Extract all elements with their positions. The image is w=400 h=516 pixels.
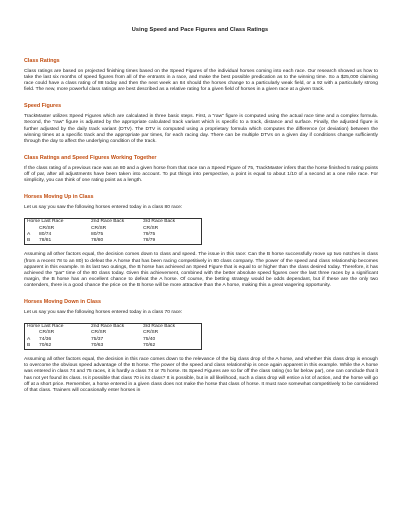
section-heading-class-ratings: Class Ratings [24,58,60,64]
section-body-speed-figures: TrackMaster utilizes Speed Figures which are calculated in three basic steps. First, a "raw" figure is computed using the actual race time and a complex formula. Second, the "raw" figure is adjusted by the appropriate calculated track variant which is specific to a track, distance and surface. Finally, the adjusted figure is further adjusted by the daily track variant (DTV). The DTV is computed using a proprietary formula which computes the difference (or deviation) between the winning times at a specific track and the appropriate par times, for each racing day. There can be multiple DTVs on a given day if conditions change sufficiently through the day to affect the underlying condition of the track. [24,114,378,144]
table-cell: CR/SR [91,225,107,231]
table-header-cell: 2nd Race Back [91,324,125,330]
table-moving-up [24,218,202,245]
table-cell: 75/37 [91,336,104,342]
section-body-working-together: If the class rating of a previous race was an 80 and a given horse from that race ran a Speed Figure of 75, TrackMaster infers that the horse finished 5 rating points off of par, after all adjustments have been taken into account. To put things into perspective, a point is equal to about 1/10 of a second at a one mile race. For simplicity, you can think of one rating point as a length. [24,165,378,184]
table-cell: 78/79 [143,238,156,244]
table-cell: CR/SR [143,330,159,336]
table-cell: A [27,231,31,237]
section-heading-moving-down: Horses Moving Down in Class [24,298,101,305]
table-cell: CR/SR [39,225,55,231]
document-content [24,58,378,394]
table-header-row [25,219,202,226]
table-cell: 70/63 [91,342,104,348]
table-header-cell: Horse Last Race [27,219,64,225]
table-header-cell: 3rd Race Back [143,324,176,330]
table-cell: B [27,342,31,348]
table-cell: 70/62 [39,342,52,348]
table-cell: CR/SR [91,330,107,336]
table-cell: 80/74 [39,231,52,237]
section-body-moving-down: Assuming all other factors equal, the decision in this race comes down to the relevance of the big class drop of the A horse, and whether this class drop is enough to overcome the obvious speed advantage of the B horse. The power of the speed and class relationship is once again apparent in this example. While the A horse was entered in class 74 and 75 races, it is hardly a class 74 or 75 horse. Its Speed Figures are so far off the class rating (so far below par), one can conclude that it has not yet found its class. Is it possible that class 70 is its class? It is possible, but in all likelihood, such a class drop will entice a lot of action, and the horse will go off at a short price. Remember, a horse entered in a given class does not make the horse that class of horse. It must race somewhat competitively to be considered of that class. Trainers will occasionally enter horses in [24,357,378,393]
table-row [25,238,202,245]
table-header-cell: 3rd Race Back [143,219,176,225]
table-cell: CR/SR [143,225,159,231]
table-moving-down [24,323,202,350]
table-cell: 78/81 [39,238,52,244]
table-cell: A [27,336,31,342]
table-cell: B [27,238,31,244]
section-body-moving-up: Assuming all other factors equal, the decision comes down to class and speed. The issue in this race: Can the B horse successfully move up two notches in class (from a recent 78 to an 80) to defeat the A horse that has been racing competitively in 80 class company. The power of the speed and class relationship becomes apparent in this example. In its last two outings, the B horse has achieved an Speed Figure that is equal to or higher than the class desired today. Therefore, it has achieved the "par" time of the 80 class today. Given this achievement, combined with the better absolute speed figures over the last three races by a significant margin, the B horse has an excellent chance to defeat the A horse. Of course, the betting strategy would be odds dependant, but if these are the only two contenders, there is a good chance the price on the B horse will be more attractive than the A horse, making this a great wagering opportunity. [24,252,378,288]
table-cell: 70/62 [143,342,156,348]
table-header-cell: Horse Last Race [27,324,64,330]
section-body-class-ratings: Class ratings are based on projected finishing times based on the Speed Figures of the individual horses coming into each race. Our research showed us how to take the last six months of speed figures from all of the entrants in a race, and make the best possible predication as to the winning time. So a $25,000 claiming race could have a class rating of 88 today and then the next week an 84 should the horses change to a particularly weak field, or a 92 with a particularly strong field. The new, more powerful class ratings are best described as a relative rating for a given field of horses in a given race at a given track. [24,69,378,93]
section-heading-working-together: Class Ratings and Speed Figures Working Together [24,154,157,161]
table-cell: 79/75 [143,231,156,237]
section-intro-moving-down: Let us say you saw the following horses entered today in a class 70 race: [24,309,183,315]
table-header-cell: 2nd Race Back [91,219,125,225]
document-title: Using Speed and Pace Figures and Class Ratings [131,27,269,33]
section-intro-moving-up: Let us say you saw the following horses entered today in a class 80 race: [24,205,183,211]
table-cell: 78/80 [91,238,104,244]
table-cell: 75/40 [143,336,156,342]
table-cell: CR/SR [39,330,55,336]
section-heading-speed-figures: Speed Figures [24,103,62,110]
section-heading-moving-up: Horses Moving Up in Class [24,194,94,201]
table-cell: 74/36 [39,336,52,342]
table-cell: 80/75 [91,231,104,237]
table-row [25,343,202,350]
